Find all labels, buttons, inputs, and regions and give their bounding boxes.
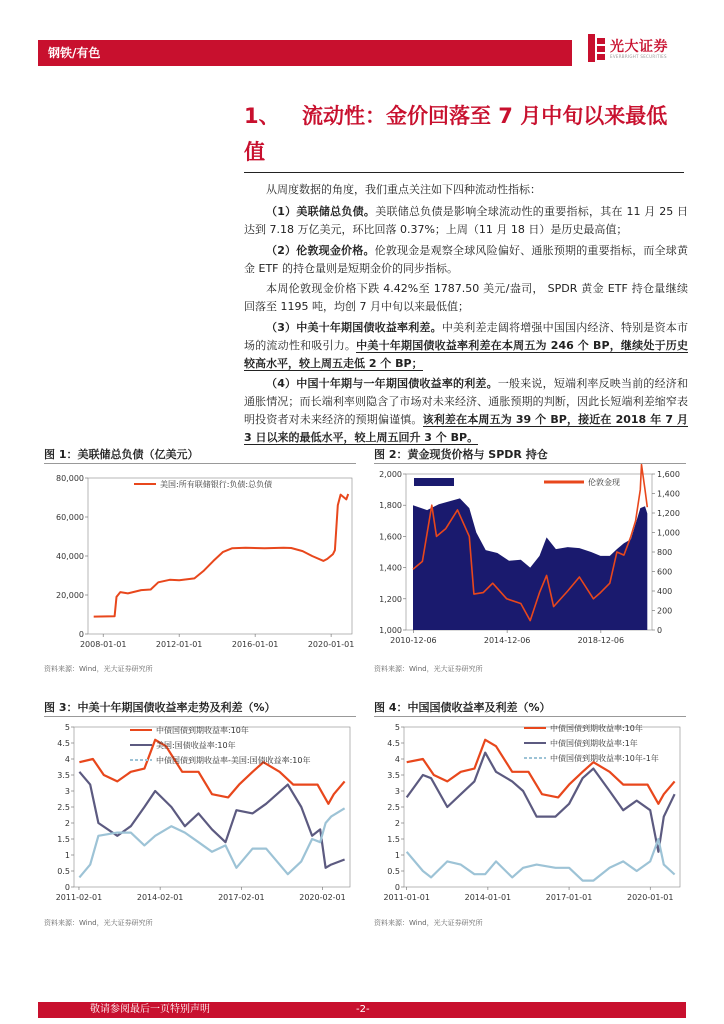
y-tick-label: 0	[78, 630, 84, 639]
y-tick-label: 4.5	[57, 739, 70, 748]
fig4-title: 图 4：中国国债收益率及利差（%）	[374, 701, 551, 714]
item3-heading: （3）中美十年期国债收益率利差。	[266, 321, 442, 334]
heading-number: 1、	[244, 104, 280, 128]
y-right-tick-label: 1,400	[657, 489, 680, 499]
item2-paragraph	[244, 242, 688, 278]
y-tick-label: 5	[394, 723, 400, 732]
yield-line-2	[407, 753, 675, 852]
x-tick-label: 2020-01-01	[626, 893, 674, 902]
y-tick-label: 1	[394, 851, 400, 860]
fig3-title: 图 3：中美十年期国债收益率走势及利差（%）	[44, 701, 276, 714]
legend-label: 中债国债到期收益率-美国:国债收益率:10年	[156, 756, 311, 765]
y-tick-label: 2	[394, 819, 400, 828]
y-tick-label: 5	[64, 723, 70, 732]
x-tick-label: 2017-02-01	[218, 893, 265, 902]
y-tick-label: 20,000	[56, 591, 84, 600]
item1-text: 美联储总负债是影响全球流动性的重要指标，其在 11 月 25 日达到 7.18 万亿美元，环比回落 0.37%；上周（11 月 18 日）是历史最高值；	[244, 205, 688, 236]
item2-heading: （2）伦敦现金价格。	[266, 244, 375, 257]
logo-text-en: EVERBRIGHT SECURITIES	[610, 54, 667, 59]
y-tick-label: 0	[394, 883, 400, 892]
y-tick-label: 3	[64, 787, 70, 796]
item3-paragraph	[244, 319, 688, 373]
y-tick-label: 4.5	[387, 739, 400, 748]
item4-heading: （4）中国十年期与一年期国债收益率的利差。	[266, 377, 498, 390]
y-tick-label: 1,800	[379, 501, 402, 511]
legend-label: 中债国债到期收益率:10年	[156, 726, 249, 735]
heading-title-line1: 流动性：金价回落至 7 月中旬以来最低	[302, 104, 668, 128]
item3-text: 中美利差走阔将增强中国国内经济、特别是资本市场的流动性和吸引力。	[244, 321, 689, 352]
company-logo	[588, 34, 688, 64]
logo-text-cn: 光大证券	[610, 39, 668, 55]
y-tick-label: 1,400	[379, 563, 402, 573]
section-heading	[244, 98, 684, 170]
x-tick-label: 2020-01-01	[307, 640, 355, 649]
x-tick-label: 2014-12-06	[483, 636, 531, 645]
x-tick-label: 2010-12-06	[390, 636, 437, 645]
fig2-title: 图 2：黄金现货价格与 SPDR 持仓	[374, 448, 548, 461]
plot-frame	[74, 727, 350, 887]
y-tick-label: 1,000	[379, 626, 402, 635]
y-right-tick-label: 1,600	[657, 470, 680, 479]
y-tick-label: 1.5	[57, 835, 70, 844]
x-tick-label: 2008-01-01	[79, 640, 127, 649]
x-tick-label: 2016-01-01	[231, 640, 279, 649]
item4-text: 一般来说，短端利率反映当前的经济和通胀情况；而长端利率则隐含了市场对未来经济、通胀预期的判断，因此长短端利差缩窄表明投资者对未来经济的预期偏谨慎。	[244, 377, 689, 426]
y-tick-label: 3.5	[57, 771, 70, 780]
y-right-tick-label: 1,200	[657, 509, 680, 518]
y-right-tick-label: 800	[657, 548, 673, 557]
y-tick-label: 80,000	[56, 474, 84, 483]
fig4-chart	[374, 717, 686, 907]
footer-disclaimer[interactable]: 敬请参阅最后一页特别声明	[90, 1004, 210, 1015]
logo-mark-icon	[588, 34, 606, 62]
y-tick-label: 0.5	[387, 867, 400, 876]
fed-liabilities-line	[94, 494, 349, 617]
y-tick-label: 1,600	[379, 532, 402, 542]
item2-text: 伦敦现金是观察全球风险偏好、通胀预期的重要指标，而全球黄金 ETF 的持仓量则是短期金价的同步指标。	[244, 244, 688, 275]
y-tick-label: 2,000	[379, 470, 402, 479]
y-tick-label: 4	[64, 755, 70, 764]
fig1-chart	[44, 464, 356, 654]
x-tick-label: 2014-02-01	[136, 893, 184, 902]
y-tick-label: 3	[394, 787, 400, 796]
y-tick-label: 1	[64, 851, 70, 860]
page-number: -2-	[356, 1004, 370, 1015]
heading-title-line2: 值	[244, 140, 265, 164]
fig1-title: 图 1：美联储总负债（亿美元）	[44, 448, 199, 461]
item4-highlight: 该利差在本周五为 39 个 BP，接近在 2018 年 7 月 3 日以来的最低水平，较上周五回升 3 个 BP。	[244, 413, 688, 444]
legend-label: 中债国债到期收益率:10年	[550, 724, 643, 733]
fig1-source: 资料来源：Wind，光大证券研究所	[44, 665, 153, 673]
legend-label: 中债国债到期收益率:10年-1年	[550, 754, 659, 763]
section-label: 钢铁/有色	[48, 46, 101, 60]
fig2-source: 资料来源：Wind，光大证券研究所	[374, 665, 483, 673]
fig3-chart	[44, 717, 356, 907]
x-tick-label: 2011-02-01	[55, 893, 103, 902]
y-tick-label: 4	[394, 755, 400, 764]
y-right-tick-label: 1,000	[657, 528, 680, 538]
y-tick-label: 40,000	[56, 552, 84, 561]
legend-label: SPDR:持有量（右）	[458, 478, 531, 487]
section-header-bar	[38, 40, 572, 66]
item4-paragraph	[244, 375, 688, 447]
intro-paragraph: 从周度数据的角度，我们重点关注如下四种流动性指标：	[266, 183, 541, 196]
heading-divider	[244, 172, 684, 173]
x-tick-label: 2017-01-01	[545, 893, 593, 902]
item1-paragraph	[244, 203, 688, 239]
y-tick-label: 2.5	[387, 803, 400, 812]
x-tick-label: 2012-01-01	[155, 640, 203, 649]
y-tick-label: 2	[64, 819, 70, 828]
y-tick-label: 0	[64, 883, 70, 892]
y-tick-label: 1,200	[379, 594, 402, 604]
legend-label: 中债国债到期收益率:1年	[550, 739, 638, 748]
y-tick-label: 0.5	[57, 867, 70, 876]
legend-label: 美国:所有联储银行:负债:总负债	[160, 480, 273, 489]
x-tick-label: 2011-01-01	[383, 893, 430, 902]
yield-line-1	[407, 740, 675, 804]
fig4-source: 资料来源：Wind，光大证券研究所	[374, 919, 483, 927]
y-right-tick-label: 0	[657, 626, 663, 635]
y-right-tick-label: 400	[657, 587, 673, 596]
y-tick-label: 2.5	[57, 803, 70, 812]
yield-line-3	[407, 839, 675, 881]
y-tick-label: 60,000	[56, 513, 84, 522]
legend-swatch	[414, 478, 454, 486]
fig3-source: 资料来源：Wind，光大证券研究所	[44, 919, 153, 927]
y-right-tick-label: 200	[657, 606, 673, 616]
x-tick-label: 2018-12-06	[577, 636, 625, 645]
x-tick-label: 2020-02-01	[299, 893, 346, 902]
y-tick-label: 3.5	[387, 771, 400, 780]
item2b-paragraph: 本周伦敦现金价格下跌 4.42%至 1787.50 美元/盎司， SPDR 黄金 ETF 持仓量继续回落至 1195 吨，均创 7 月中旬以来最低值；	[244, 282, 688, 313]
item1-heading: （1）美联储总负债。	[266, 205, 376, 218]
legend-label: 伦敦金现	[588, 478, 620, 487]
x-tick-label: 2014-01-01	[464, 893, 512, 902]
y-tick-label: 1.5	[387, 835, 400, 844]
y-right-tick-label: 600	[657, 567, 673, 577]
fig2-chart	[374, 464, 686, 654]
legend-label: 美国:国债收益率:10年	[156, 741, 236, 750]
item3-highlight: 中美十年期国债收益率利差在本周五为 246 个 BP，继续处于历史较高水平，较上周五走低 2 个 BP；	[244, 339, 688, 370]
